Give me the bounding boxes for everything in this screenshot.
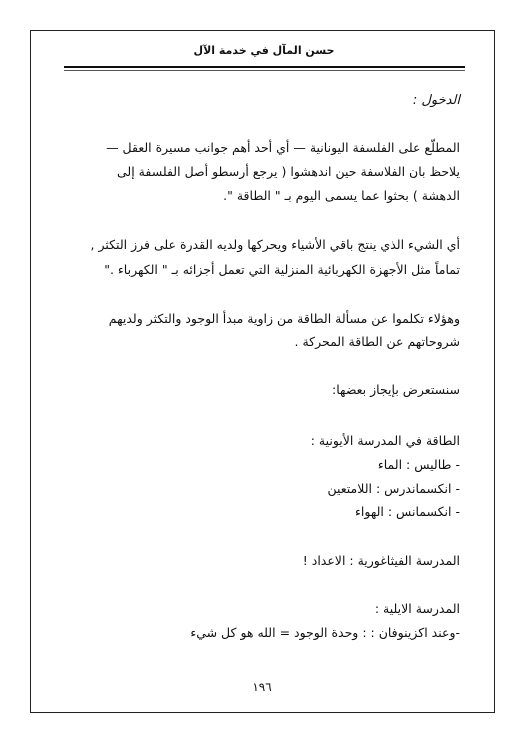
para3-line1: وهؤلاء تكلموا عن مسألة الطاقة من زاوية مبدأ الوجود والتكثر ولديهم xyxy=(108,311,460,326)
header-rule xyxy=(64,66,465,68)
eleatic-item-xenophanes: -وعند اكزينوفان : : وحدة الوجود = الله هو كل شيء xyxy=(190,625,460,640)
para3-line2: شروحاتهم عن الطاقة المحركة . xyxy=(294,334,460,349)
para2-line2: تماماً مثل الأجهزة الكهربائية المنزلية التي تعمل أجزائه بـ " الكهرباء ." xyxy=(104,262,460,277)
ionian-item-anaximenes: - انكسمانس : الهواء xyxy=(355,504,460,519)
header-rule-thin xyxy=(64,70,465,71)
page-number: ١٩٦ xyxy=(252,680,272,694)
review-intro: سنستعرض بإيجاز بعضها: xyxy=(332,382,460,397)
para1-line3: الدهشة ) بحثوا عما يسمى اليوم بـ " الطاقة ". xyxy=(223,188,460,203)
pythagorean-school: المدرسة الفيثاغورية : الاعداد ! xyxy=(302,553,460,568)
ionian-heading: الطاقة في المدرسة الأيونية : xyxy=(310,433,460,448)
eleatic-heading: المدرسة الايلية : xyxy=(374,601,460,616)
ionian-item-thales: - طاليس : الماء xyxy=(377,457,460,472)
para1-line1: المطلّع على الفلسفة اليونانية — أي أحد أهم جوانب مسيرة العقل — xyxy=(106,140,460,155)
running-header-title: حسن المآل في خدمة الآل xyxy=(193,44,335,57)
ionian-item-anaximander: - انكسماندرس : اللامتعين xyxy=(327,481,460,496)
para2-line1: أي الشيء الذي ينتج باقي الأشياء ويحركها ولديه القدرة على فرز التكثر , xyxy=(90,237,460,252)
intro-heading: الدخول : xyxy=(412,93,460,108)
para1-line2: يلاحظ بان الفلاسفة حين اندهشوا ( يرجع أرسطو أصل الفلسفة إلى xyxy=(117,164,460,179)
